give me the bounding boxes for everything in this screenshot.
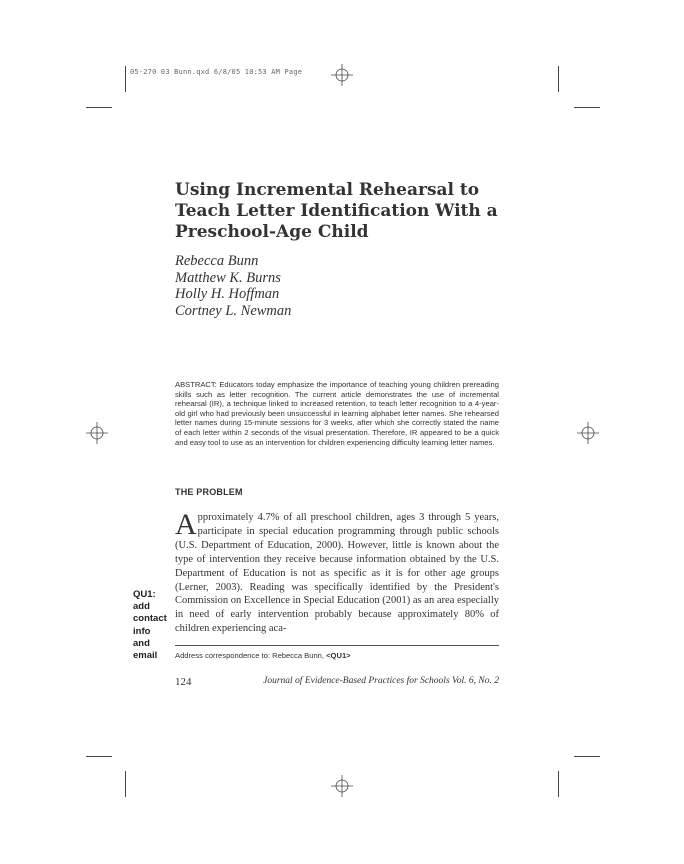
crop-mark-bottom-right-h bbox=[574, 756, 600, 757]
footnote-text: Address correspondence to: Rebecca Bunn, bbox=[175, 651, 327, 660]
footnote-query-tag: <QU1> bbox=[326, 651, 351, 660]
crop-mark-bottom-left-h bbox=[86, 756, 112, 757]
query-note-line: add bbox=[133, 601, 150, 613]
footnote bbox=[175, 651, 351, 660]
registration-mark-bottom-icon bbox=[331, 775, 353, 797]
page-number: 124 bbox=[175, 676, 192, 688]
crop-mark-top-left-v bbox=[125, 66, 126, 92]
abstract: ABSTRACT: Educators today emphasize the importance of teaching young children prereading skills such as letter recognition. The current article demonstrates the use of incremental rehearsal (IR), a technique linked to increased retention, to teach letter recognition to a 4-year-old girl who had previously been unsuccessful in learning alphabet letter names. She rehearsed letter names during 15-minute sessions for 3 weeks, after which she correctly stated the name of each letter within 2 seconds of the visual presentation. Therefore, IR appeared to be a quick and easy tool to use as an intervention for children experiencing difficulty learning letter names. bbox=[175, 380, 499, 447]
section-heading: THE PROBLEM bbox=[175, 487, 243, 497]
body-text: pproximately 4.7% of all preschool children, ages 3 through 5 years, participate in special education programming through public schools (U.S. Department of Education, 2000). However, little is known about the type of intervention they receive because information obtained by the U.S. Department of Education is not as specific as it is for other age groups (Lerner, 2003). Reading was specifically identified by the President's Commission on Excellence in Special Education (2001) as an area especially in need of early intervention probably because approximately 80% of children experiencing aca- bbox=[175, 512, 499, 635]
article-title: Using Incremental Rehearsal to Teach Letter Identification With a Preschool-Age Child bbox=[175, 180, 498, 242]
query-note-line: email bbox=[133, 650, 158, 662]
crop-mark-top-left-h bbox=[86, 107, 112, 108]
crop-mark-bottom-left-v bbox=[125, 771, 126, 797]
crop-mark-top-right-h bbox=[574, 107, 600, 108]
registration-mark-right-icon bbox=[577, 422, 599, 444]
author-name: Holly H. Hoffman bbox=[175, 286, 280, 302]
drop-cap: A bbox=[175, 508, 197, 541]
author-name: Rebecca Bunn bbox=[175, 253, 259, 269]
crop-mark-bottom-right-v bbox=[558, 771, 559, 797]
query-note-line: QU1: bbox=[133, 589, 156, 600]
author-list bbox=[175, 253, 291, 319]
footnote-rule bbox=[175, 645, 499, 646]
query-note-line: and bbox=[133, 637, 150, 649]
query-note-line: info bbox=[133, 625, 151, 637]
journal-citation: Journal of Evidence-Based Practices for Schools Vol. 6, No. 2 bbox=[263, 676, 499, 686]
registration-mark-top-icon bbox=[331, 64, 353, 86]
query-note-line: contact bbox=[133, 613, 167, 625]
crop-mark-top-right-v bbox=[558, 66, 559, 92]
body-paragraph bbox=[175, 508, 499, 636]
registration-mark-left-icon bbox=[86, 422, 108, 444]
author-name: Cortney L. Newman bbox=[175, 302, 292, 319]
slug-line: 05-270 03 Bunn.qxd 6/8/05 10:53 AM Page bbox=[130, 68, 303, 76]
query-note bbox=[133, 589, 173, 662]
author-name: Matthew K. Burns bbox=[175, 269, 281, 286]
